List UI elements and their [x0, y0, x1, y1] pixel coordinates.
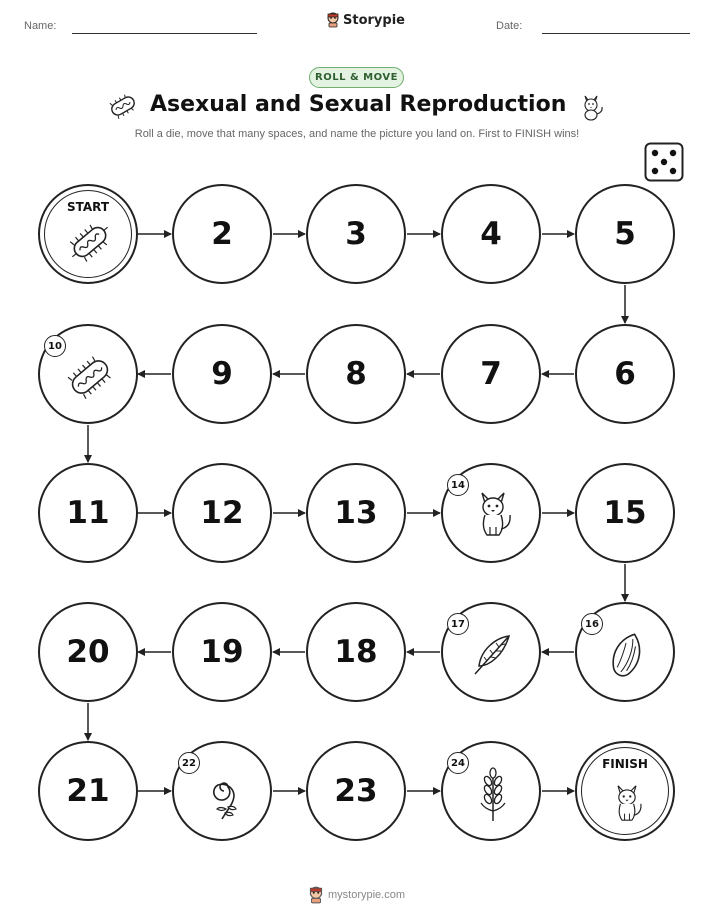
space-number-tag: 14 [447, 474, 469, 496]
space-number: 12 [200, 495, 244, 531]
date-label: Date: [496, 20, 523, 32]
name-label: Name: [24, 20, 57, 32]
wolf-cub-icon [471, 489, 515, 539]
start-space[interactable] [38, 184, 138, 284]
footer [308, 886, 405, 904]
bacterium-icon [64, 352, 116, 402]
wheat-icon [475, 765, 511, 823]
board-space[interactable] [575, 463, 675, 563]
space-number: 23 [334, 773, 378, 809]
board-space[interactable] [306, 324, 406, 424]
space-number: 13 [334, 495, 378, 531]
space-number: 21 [66, 773, 110, 809]
space-number-tag: 17 [447, 613, 469, 635]
start-label: START [66, 200, 110, 214]
finish-space[interactable] [575, 741, 675, 841]
mascot-icon [308, 886, 324, 904]
board-space[interactable] [38, 741, 138, 841]
roll-move-badge: ROLL & MOVE [309, 67, 404, 88]
space-number: 4 [480, 216, 502, 252]
picture-space[interactable] [575, 602, 675, 702]
board-space[interactable] [172, 463, 272, 563]
space-number: 2 [211, 216, 233, 252]
instructions: Roll a die, move that many spaces, and name the picture you land on. First to FINISH wins! [134, 128, 580, 140]
space-number: 11 [66, 495, 110, 531]
space-number: 8 [345, 356, 367, 392]
space-number: 7 [480, 356, 502, 392]
space-number-tag: 10 [44, 335, 66, 357]
board-space[interactable] [441, 324, 541, 424]
picture-space[interactable] [441, 602, 541, 702]
board-space[interactable] [38, 463, 138, 563]
fern-fiddlehead-icon [204, 769, 244, 821]
space-number: 20 [66, 634, 110, 670]
space-number: 6 [614, 356, 636, 392]
space-number: 18 [334, 634, 378, 670]
board-space[interactable] [38, 602, 138, 702]
picture-space[interactable] [441, 741, 541, 841]
board-space[interactable] [575, 184, 675, 284]
board-space[interactable] [306, 602, 406, 702]
board-space[interactable] [575, 324, 675, 424]
space-number: 9 [211, 356, 233, 392]
space-number: 3 [345, 216, 367, 252]
picture-space[interactable] [38, 324, 138, 424]
footer-url[interactable]: mystorypie.com [328, 889, 406, 901]
board-space[interactable] [441, 184, 541, 284]
space-number: 5 [614, 216, 636, 252]
space-number-tag: 24 [447, 752, 469, 774]
almond-seed-icon [605, 630, 649, 680]
board-space[interactable] [172, 602, 272, 702]
board-space[interactable] [306, 184, 406, 284]
wolf-cub-icon [609, 781, 645, 825]
space-number: 19 [200, 634, 244, 670]
space-number-tag: 16 [581, 613, 603, 635]
space-number-tag: 22 [178, 752, 200, 774]
feather-icon [469, 630, 517, 680]
board-space[interactable] [172, 324, 272, 424]
picture-space[interactable] [441, 463, 541, 563]
logo-text: Storypie [343, 12, 405, 28]
board-space[interactable] [306, 463, 406, 563]
board-space[interactable] [172, 184, 272, 284]
picture-space[interactable] [172, 741, 272, 841]
finish-label: FINISH [602, 757, 648, 771]
space-number: 15 [603, 495, 647, 531]
page-title: Asexual and Sexual Reproduction [150, 92, 567, 117]
bacterium-icon [66, 220, 114, 264]
board-space[interactable] [306, 741, 406, 841]
